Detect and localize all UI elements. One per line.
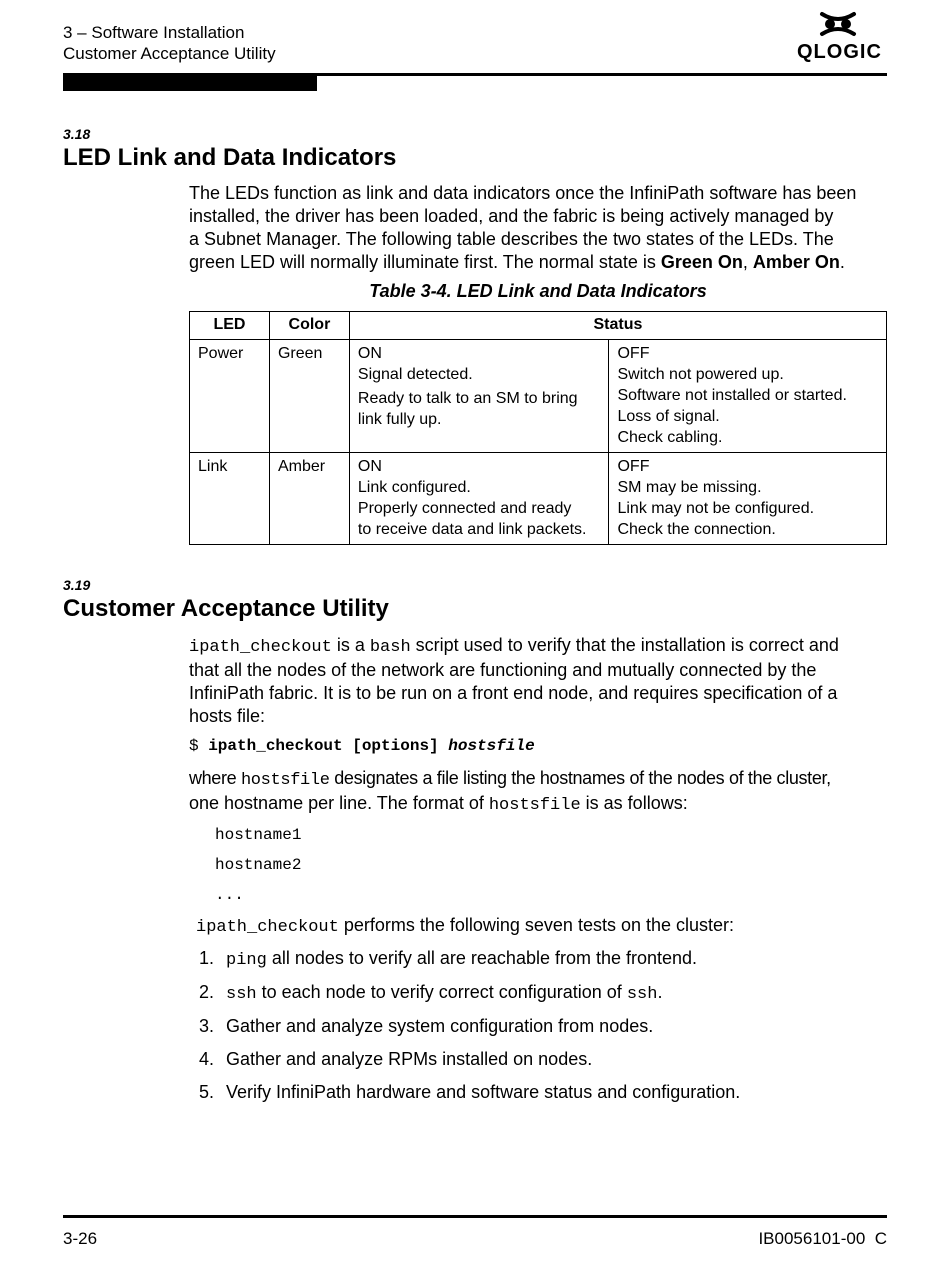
paragraph-line: InfiniPath fabric. It is to be run on a front end node, and requires specification of a <box>189 683 838 703</box>
list-text: Gather and analyze system configuration from nodes. <box>226 1016 654 1036</box>
paragraph-line <box>189 767 909 792</box>
led-table <box>189 311 887 545</box>
command-prompt: $ <box>189 737 209 755</box>
section-number: 3.19 <box>63 577 91 593</box>
code-line: hostname2 <box>215 856 302 874</box>
hostsfile-paragraph <box>189 767 909 817</box>
text-run: is a <box>331 635 370 655</box>
cell-line: Ready to talk to an SM to bring <box>357 390 578 407</box>
cell-line: Link configured. <box>357 479 471 496</box>
document-id: IB0056101-00 C <box>758 1229 887 1248</box>
cell-line: Check cabling. <box>617 429 723 446</box>
command-line <box>189 737 535 755</box>
cell-line: Check the connection. <box>617 521 776 538</box>
paragraph-line: a Subnet Manager. The following table describes the two states of the LEDs. The <box>189 229 834 249</box>
table-row <box>190 453 887 545</box>
text-run: script used to verify that the installation is correct and <box>410 635 839 655</box>
code-hostsfile: hostsfile <box>488 796 581 815</box>
cell-status-off <box>609 340 887 453</box>
bold-green-on: Green On <box>660 252 743 272</box>
list-item <box>199 1015 653 1038</box>
code-ssh: ssh <box>226 985 257 1004</box>
cell-color: Green <box>269 340 349 453</box>
qlogic-mark-icon <box>792 10 887 38</box>
cell-line: OFF <box>617 345 650 362</box>
cell-line: Link may not be configured. <box>617 500 815 517</box>
code-hostsfile: hostsfile <box>240 771 330 790</box>
text-run: one hostname per line. The format of <box>189 793 489 813</box>
text-run: designates a file listing the hostnames of the nodes of the cluster, <box>329 768 831 788</box>
list-number: 5. <box>199 1082 215 1102</box>
text-run: green LED will normally illuminate first. The normal state is <box>189 252 661 272</box>
list-number: 1. <box>199 948 215 968</box>
list-number: 2. <box>199 982 215 1002</box>
list-item <box>199 1048 592 1071</box>
table-caption: Table 3-4. LED Link and Data Indicators <box>369 281 707 301</box>
list-number: 4. <box>199 1049 215 1069</box>
cell-line: ON <box>357 458 382 475</box>
cell-color: Amber <box>269 453 349 545</box>
bold-amber-on: Amber On <box>752 252 840 272</box>
list-item <box>199 947 697 972</box>
list-item <box>199 981 662 1006</box>
section-title: Customer Acceptance Utility <box>63 595 389 622</box>
header-bar <box>63 76 317 91</box>
header-chapter: 3 – Software Installation <box>63 23 245 42</box>
code-line: ... <box>215 886 244 904</box>
table-row <box>190 340 887 453</box>
cell-line: link fully up. <box>357 411 442 428</box>
cell-status-on <box>349 453 609 545</box>
led-intro-paragraph <box>189 182 909 274</box>
cell-line: ON <box>357 345 382 362</box>
paragraph-line <box>189 251 909 274</box>
code-line: hostname1 <box>215 826 302 844</box>
header-led: LED <box>190 312 270 340</box>
checkout-intro-paragraph <box>189 634 909 728</box>
cell-line: Signal detected. <box>357 366 473 383</box>
cell-line: Software not installed or started. <box>617 387 847 404</box>
list-item <box>199 1081 740 1104</box>
qlogic-logo <box>792 10 887 64</box>
paragraph-line: The LEDs function as link and data indicators once the InfiniPath software has been <box>189 183 857 203</box>
paragraph-line: that all the nodes of the network are functioning and mutually connected by the <box>189 660 817 680</box>
header-subtitle: Customer Acceptance Utility <box>63 44 276 63</box>
qlogic-logo-text: QLOGIC <box>797 41 882 63</box>
code-ping: ping <box>226 951 267 970</box>
command-text: ipath_checkout [options] <box>208 737 449 755</box>
text-run: is as follows: <box>580 793 688 813</box>
cell-line: Properly connected and ready <box>357 500 572 517</box>
section-title: LED Link and Data Indicators <box>63 144 397 171</box>
text-run: where <box>189 768 241 788</box>
header-status: Status <box>349 312 886 340</box>
section-number: 3.18 <box>63 126 91 142</box>
list-text: . <box>657 982 663 1002</box>
code-bash: bash <box>369 638 411 657</box>
header-color: Color <box>269 312 349 340</box>
cell-status-off <box>609 453 887 545</box>
paragraph-line: hosts file: <box>189 706 266 726</box>
cell-line: Switch not powered up. <box>617 366 784 383</box>
code-ssh: ssh <box>626 985 658 1004</box>
list-number: 3. <box>199 1016 215 1036</box>
paragraph-line: installed, the driver has been loaded, and the fabric is being actively managed by <box>189 206 834 226</box>
text-run: , <box>742 252 753 272</box>
cell-status-on <box>349 340 609 453</box>
list-text: Gather and analyze RPMs installed on nodes. <box>226 1049 593 1069</box>
cell-line: Loss of signal. <box>617 408 720 425</box>
cell-line: OFF <box>617 458 650 475</box>
tests-intro <box>196 914 734 939</box>
list-text: to each node to verify correct configuration of <box>256 982 627 1002</box>
footer-rule <box>63 1215 887 1218</box>
cell-line: to receive data and link packets. <box>357 521 587 538</box>
cell-led: Power <box>190 340 270 453</box>
cell-led: Link <box>190 453 270 545</box>
code-ipath-checkout: ipath_checkout <box>189 638 332 657</box>
paragraph-line <box>189 792 909 817</box>
paragraph-line <box>189 634 909 659</box>
table-header-row <box>190 312 887 340</box>
cell-line: SM may be missing. <box>617 479 762 496</box>
page-number: 3-26 <box>63 1229 98 1248</box>
text-run: . <box>839 252 845 272</box>
list-text: Verify InfiniPath hardware and software status and configuration. <box>226 1082 741 1102</box>
text-run: performs the following seven tests on the cluster: <box>338 915 735 935</box>
code-ipath-checkout: ipath_checkout <box>196 918 339 937</box>
list-text: all nodes to verify all are reachable from the frontend. <box>266 948 698 968</box>
command-arg: hostsfile <box>448 737 535 755</box>
